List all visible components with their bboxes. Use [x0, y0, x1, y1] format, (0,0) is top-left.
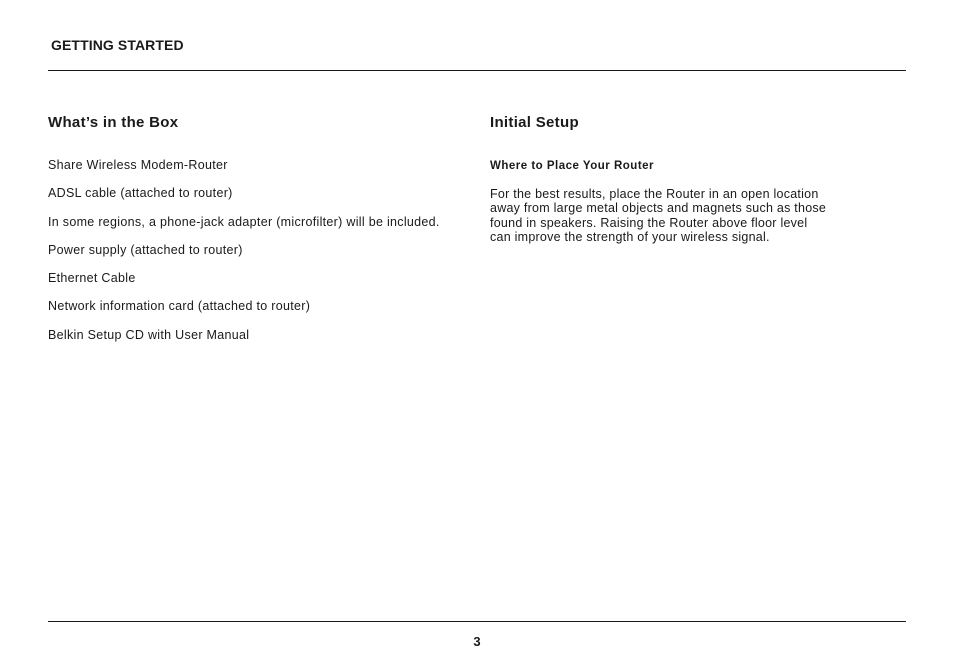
- header-divider: [48, 70, 906, 71]
- paragraph-line: found in speakers. Raising the Router above floor level: [490, 215, 808, 230]
- router-placement-subheading: Where to Place Your Router: [490, 160, 655, 172]
- running-header: GETTING STARTED: [51, 37, 184, 53]
- whats-in-the-box-title: What’s in the Box: [48, 114, 179, 131]
- paragraph-line: away from large metal objects and magnets such as those: [490, 201, 827, 216]
- list-item: Belkin Setup CD with User Manual: [48, 327, 250, 342]
- list-item: Share Wireless Modem-Router: [48, 158, 228, 172]
- list-item: Network information card (attached to router): [48, 299, 311, 314]
- box-contents-list: [48, 158, 468, 343]
- paragraph-line: For the best results, place the Router in an open location: [490, 187, 819, 201]
- list-item: Ethernet Cable: [48, 271, 136, 286]
- initial-setup-section: [490, 114, 850, 245]
- list-item: Power supply (attached to router): [48, 242, 243, 257]
- page-number: 3: [473, 634, 481, 649]
- footer-divider: [48, 621, 906, 622]
- paragraph-line: can improve the strength of your wireless signal.: [490, 230, 770, 245]
- initial-setup-title: Initial Setup: [490, 114, 579, 131]
- router-placement-paragraph: [490, 187, 850, 245]
- list-item: In some regions, a phone-jack adapter (microfilter) will be included.: [48, 214, 440, 229]
- list-item: ADSL cable (attached to router): [48, 186, 233, 201]
- whats-in-the-box-section: [48, 114, 468, 356]
